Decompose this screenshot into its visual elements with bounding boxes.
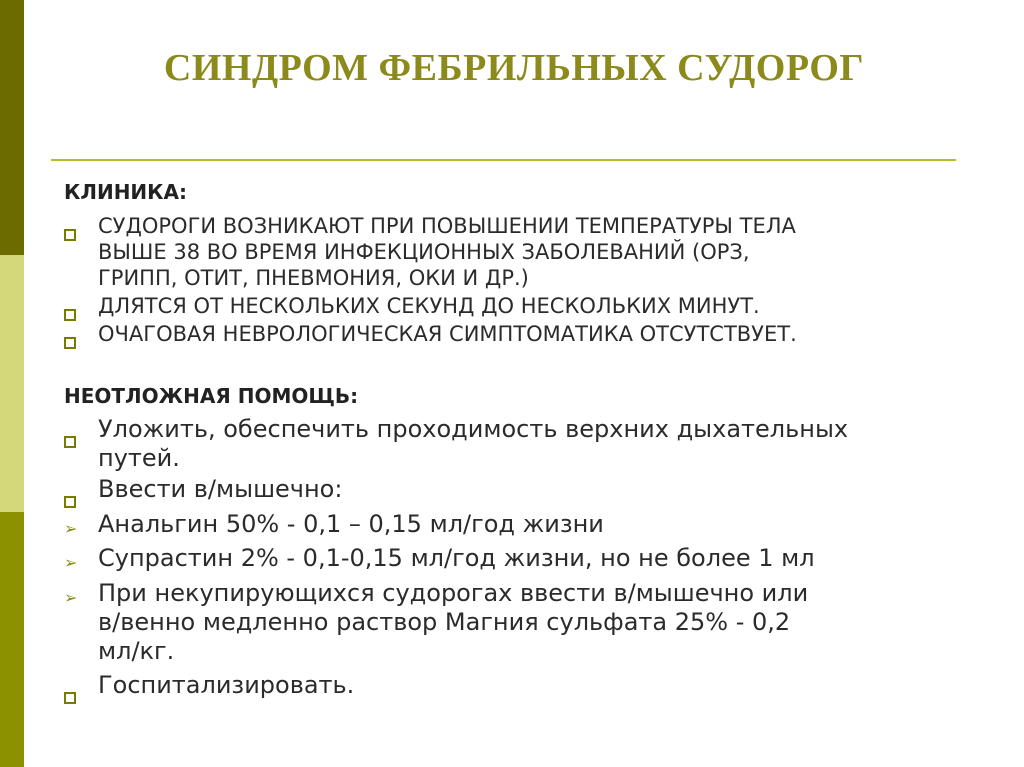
- emergency-item-4: [64, 544, 984, 574]
- emergency-item-text: При некупирующихся судорогах ввести в/мышечно или в/венно медленно раствор Магния сульфата 25% - 0,2 мл/кг.: [98, 579, 809, 665]
- emergency-item-text: Ввести в/мышечно:: [98, 475, 343, 503]
- emergency-item-2: [64, 475, 984, 505]
- clinic-item-text: СУДОРОГИ ВОЗНИКАЮТ ПРИ ПОВЫШЕНИИ ТЕМПЕРАТУРЫ ТЕЛА ВЫШЕ 38 ВО ВРЕМЯ ИНФЕКЦИОННЫХ ЗАБОЛЕВАНИЙ (ОРЗ, ГРИПП, ОТИТ, ПНЕВМОНИЯ, ОКИ И ДР.): [98, 214, 796, 290]
- clinic-item-3: [64, 321, 984, 349]
- emergency-item-text: Анальгин 50% - 0,1 – 0,15 мл/год жизни: [98, 510, 604, 538]
- arrow-bullet-icon: ➢: [64, 553, 78, 572]
- clinic-item-text: ОЧАГОВАЯ НЕВРОЛОГИЧЕСКАЯ СИМПТОМАТИКА ОТСУТСТВУЕТ.: [98, 322, 797, 346]
- emergency-heading: НЕОТЛОЖНАЯ ПОМОЩЬ:: [64, 384, 359, 408]
- square-bullet-icon: [64, 221, 76, 247]
- title-divider: [51, 159, 956, 161]
- slide-title: СИНДРОМ ФЕБРИЛЬНЫХ СУДОРОГ: [163, 47, 865, 89]
- clinic-item-text: ДЛЯТСЯ ОТ НЕСКОЛЬКИХ СЕКУНД ДО НЕСКОЛЬКИХ МИНУТ.: [98, 294, 760, 318]
- slide-sidebar-bar: [0, 0, 24, 767]
- sidebar-segment-dark: [0, 0, 24, 255]
- clinic-item-1: [64, 213, 984, 293]
- square-bullet-icon: [64, 329, 76, 355]
- square-bullet-icon: [64, 426, 76, 455]
- emergency-item-5: [64, 579, 984, 667]
- emergency-item-text: Уложить, обеспечить проходимость верхних дыхательных путей.: [98, 415, 849, 472]
- emergency-item-text: Госпитализировать.: [98, 671, 355, 699]
- arrow-bullet-icon: ➢: [64, 519, 78, 538]
- emergency-item-3: [64, 510, 984, 540]
- clinic-item-2: [64, 293, 984, 321]
- emergency-item-text: Супрастин 2% - 0,1-0,15 мл/год жизни, но не более 1 мл: [98, 544, 815, 572]
- sidebar-segment-mid: [0, 512, 24, 767]
- square-bullet-icon: [64, 682, 76, 711]
- arrow-bullet-icon: ➢: [64, 588, 78, 607]
- emergency-item-1: [64, 415, 984, 473]
- emergency-item-6: [64, 671, 984, 701]
- sidebar-segment-light: [0, 255, 24, 512]
- clinic-heading: КЛИНИКА:: [64, 180, 187, 204]
